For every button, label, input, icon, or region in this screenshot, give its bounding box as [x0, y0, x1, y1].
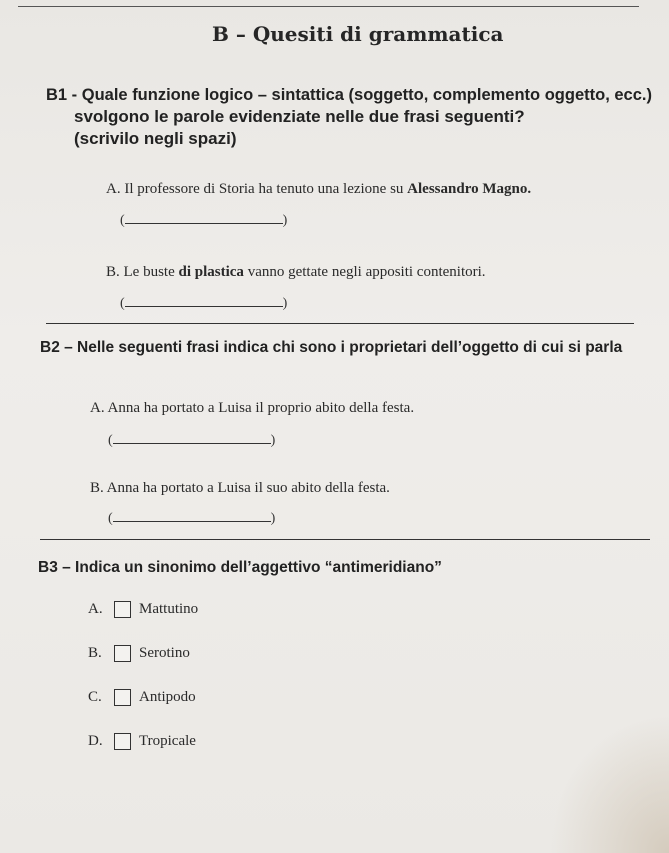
b3-option-d-letter: D. — [88, 733, 103, 749]
b2-answer-a-line[interactable] — [113, 431, 271, 444]
b3-option-d-checkbox[interactable] — [114, 733, 131, 750]
b1-answer-b-blank[interactable] — [120, 294, 287, 312]
b2-answer-a-blank[interactable] — [108, 431, 275, 449]
b3-option-a-checkbox[interactable] — [114, 601, 131, 618]
divider-b2 — [40, 539, 650, 540]
b1-sentence-b-highlight: di plastica — [178, 264, 244, 280]
b3-option-b-checkbox[interactable] — [114, 645, 131, 662]
blank-open-paren: ( — [108, 511, 113, 526]
top-rule — [18, 6, 639, 7]
b2-answer-b-line[interactable] — [113, 509, 271, 522]
b1-sentence-a-highlight: Alessandro Magno. — [407, 181, 532, 197]
b1-question-line3: (scrivilo negli spazi) — [74, 129, 237, 148]
divider-b1 — [46, 323, 634, 324]
b3-option-c-letter: C. — [88, 689, 102, 705]
blank-open-paren: ( — [120, 296, 125, 311]
b2-sentence-b: B. Anna ha portato a Luisa il suo abito della festa. — [90, 480, 390, 496]
b2-answer-b-blank[interactable] — [108, 509, 275, 527]
b3-option-b[interactable] — [88, 645, 190, 662]
corner-shadow — [549, 713, 669, 853]
b1-answer-a-blank[interactable] — [120, 211, 287, 229]
blank-close-paren: ) — [282, 296, 288, 311]
blank-close-paren: ) — [282, 213, 288, 228]
b3-option-b-letter: B. — [88, 645, 102, 661]
b2-sentence-a: A. Anna ha portato a Luisa il proprio abito della festa. — [90, 400, 415, 416]
b1-answer-b-line[interactable] — [125, 294, 283, 307]
b3-option-a-text: Mattutino — [139, 601, 199, 617]
blank-close-paren: ) — [270, 511, 276, 526]
b3-option-d[interactable] — [88, 733, 196, 750]
b2-question: B2 – Nelle seguenti frasi indica chi sono i proprietari dell’oggetto di cui si parla — [40, 339, 623, 356]
b3-option-a[interactable] — [88, 601, 198, 618]
b3-question: B3 – Indica un sinonimo dell’aggettivo “antimeridiano” — [38, 559, 442, 576]
b3-option-d-text: Tropicale — [139, 733, 196, 749]
b3-option-a-letter: A. — [88, 601, 103, 617]
blank-open-paren: ( — [120, 213, 125, 228]
b1-sentence-a — [106, 181, 531, 198]
section-title: B – Quesiti di grammatica — [212, 22, 504, 46]
b3-option-c-checkbox[interactable] — [114, 689, 131, 706]
b1-question-line1: B1 - Quale funzione logico – sintattica (soggetto, complemento oggetto, ecc.) — [46, 86, 652, 104]
b1-sentence-b-suffix: vanno gettate negli appositi contenitori. — [243, 264, 486, 280]
b1-answer-a-line[interactable] — [125, 211, 283, 224]
blank-open-paren: ( — [108, 433, 113, 448]
blank-close-paren: ) — [270, 433, 276, 448]
b3-option-c-text: Antipodo — [139, 689, 196, 705]
b3-option-c[interactable] — [88, 689, 196, 706]
b1-sentence-b — [106, 264, 486, 281]
b1-question-line2: svolgono le parole evidenziate nelle due frasi seguenti? — [74, 107, 525, 126]
b1-sentence-b-prefix: B. Le buste — [106, 264, 179, 280]
b3-option-b-text: Serotino — [139, 645, 190, 661]
b1-sentence-a-text: A. Il professore di Storia ha tenuto una lezione su — [106, 181, 408, 197]
